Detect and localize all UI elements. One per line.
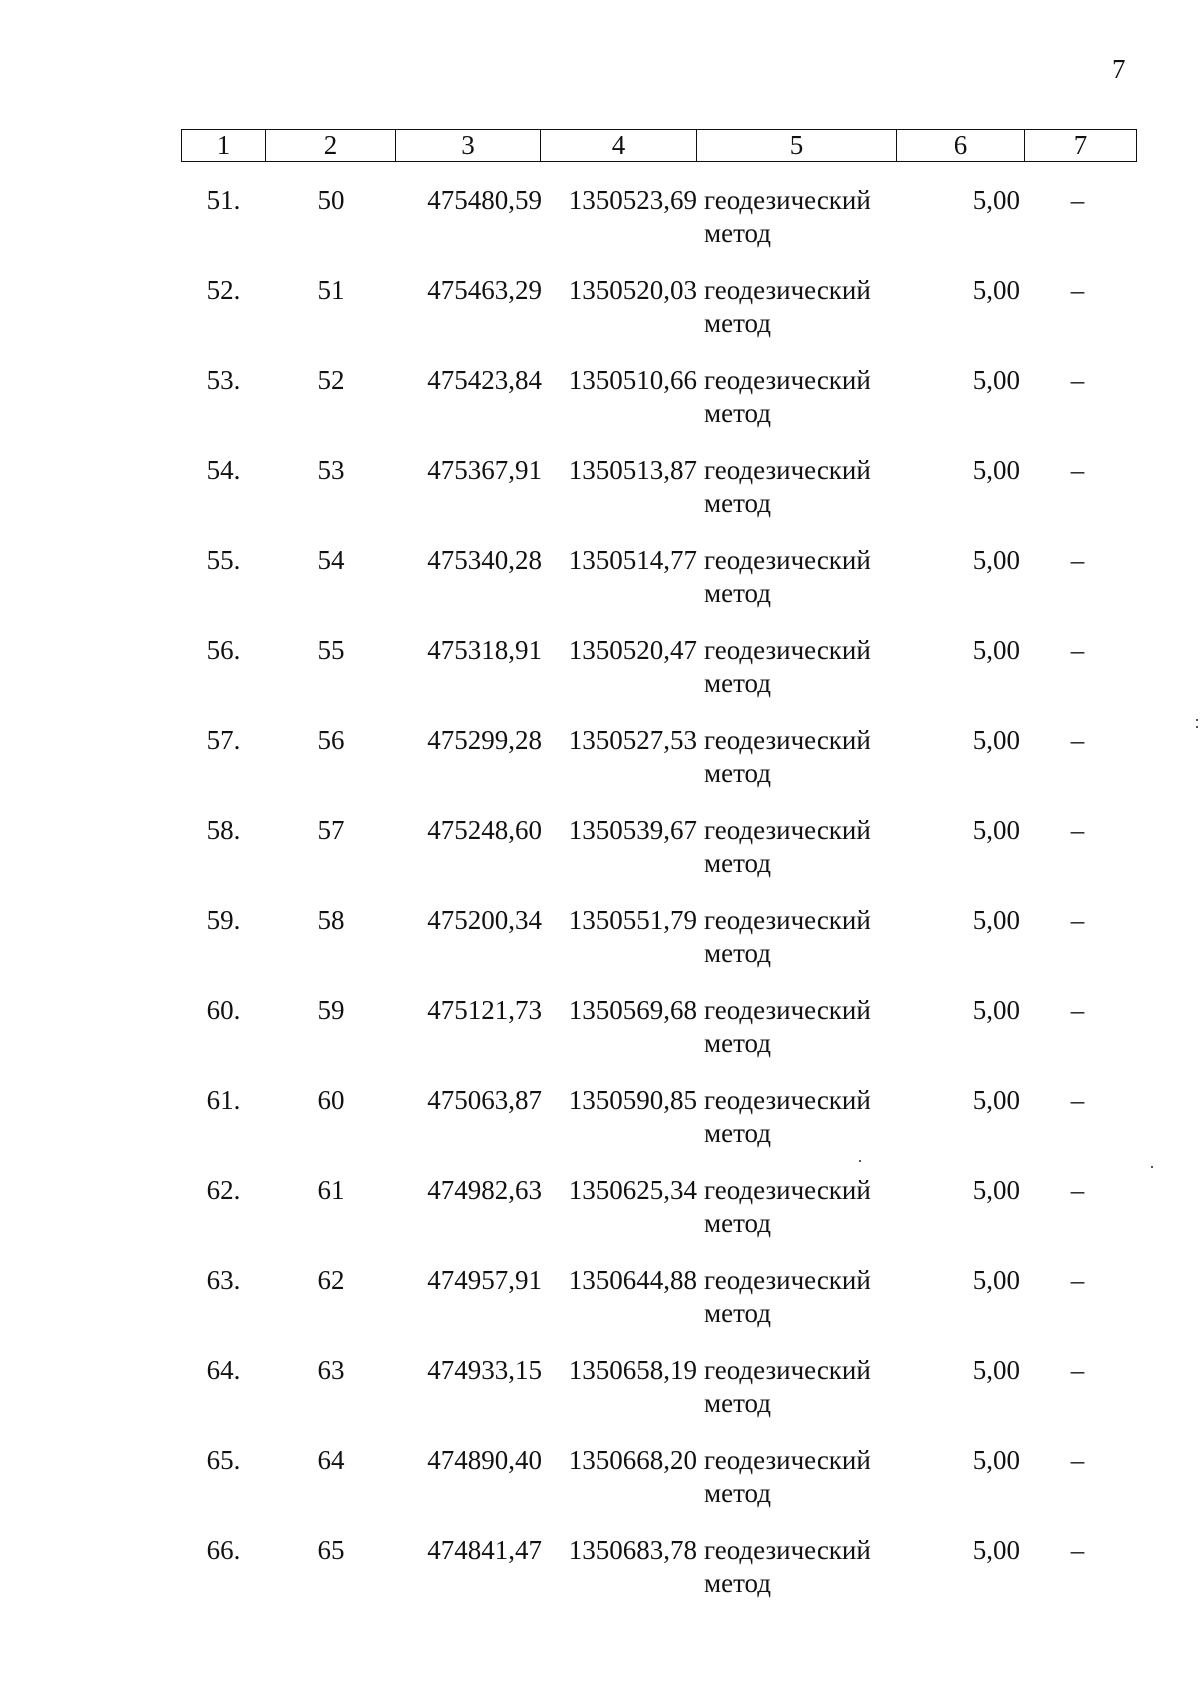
table-row [181,544,1134,634]
scan-speck [859,1160,861,1162]
coordinate-x: 475340,28 [427,545,542,575]
column-header-4: 4 [541,130,697,162]
method-line-2: метод [704,1298,771,1328]
method-line-2: метод [704,1028,771,1058]
table-row [181,454,1134,544]
method [704,1354,904,1420]
method-line-1: геодезический [704,1535,871,1565]
method-line-1: геодезический [704,1175,871,1205]
method-line-2: метод [704,668,771,698]
method-line-2: метод [704,1388,771,1418]
note: – [1070,1175,1085,1205]
coordinate-y: 1350520,47 [568,635,697,665]
coordinate-x: 474890,40 [427,1445,542,1475]
method-line-1: геодезический [704,545,871,575]
row-number: 58. [206,815,241,845]
point-number: 62 [317,1265,345,1295]
table-row [181,994,1134,1084]
method-line-1: геодезический [704,455,871,485]
method-line-1: геодезический [704,1265,871,1295]
coordinate-x: 475480,59 [427,185,542,215]
point-number: 65 [317,1535,345,1565]
accuracy: 5,00 [972,905,1020,935]
row-number: 64. [206,1355,241,1385]
method [704,1084,904,1150]
scan-speck [1151,1166,1153,1168]
accuracy: 5,00 [972,365,1020,395]
coordinate-x: 474982,63 [427,1175,542,1205]
point-number: 64 [317,1445,345,1475]
note: – [1070,545,1085,575]
column-header-2: 2 [266,130,396,162]
column-header-row [182,130,1137,162]
method-line-2: метод [704,488,771,518]
method-line-2: метод [704,938,771,968]
column-header-3: 3 [396,130,541,162]
point-number: 52 [317,365,345,395]
note: – [1070,1535,1085,1565]
method-line-2: метод [704,1568,771,1598]
table-row [181,274,1134,364]
point-number: 54 [317,545,345,575]
accuracy: 5,00 [972,1265,1020,1295]
coordinate-y: 1350523,69 [568,185,697,215]
row-number: 56. [206,635,241,665]
method-line-1: геодезический [704,905,871,935]
column-header-table [181,129,1137,162]
point-number: 56 [317,725,345,755]
method [704,544,904,610]
column-header-1: 1 [182,130,266,162]
note: – [1070,1085,1085,1115]
scan-speck [1196,726,1198,728]
row-number: 54. [206,455,241,485]
method-line-1: геодезический [704,995,871,1025]
point-number: 51 [317,275,345,305]
coordinate-rows [181,184,1134,1624]
coordinate-y: 1350644,88 [568,1265,697,1295]
method [704,904,904,970]
coordinate-x: 475318,91 [427,635,542,665]
coordinate-y: 1350569,68 [568,995,697,1025]
method [704,1174,904,1240]
note: – [1070,365,1085,395]
method-line-2: метод [704,1478,771,1508]
row-number: 60. [206,995,241,1025]
coordinate-x: 475299,28 [427,725,542,755]
point-number: 58 [317,905,345,935]
accuracy: 5,00 [972,995,1020,1025]
coordinate-x: 475121,73 [427,995,542,1025]
method [704,454,904,520]
note: – [1070,905,1085,935]
accuracy: 5,00 [972,545,1020,575]
row-number: 65. [206,1445,241,1475]
row-number: 62. [206,1175,241,1205]
coordinate-y: 1350514,77 [568,545,697,575]
coordinate-y: 1350513,87 [568,455,697,485]
accuracy: 5,00 [972,1445,1020,1475]
method-line-1: геодезический [704,275,871,305]
method [704,1444,904,1510]
accuracy: 5,00 [972,815,1020,845]
method [704,1534,904,1600]
table-row [181,364,1134,454]
note: – [1070,725,1085,755]
note: – [1070,1445,1085,1475]
coordinate-y: 1350520,03 [568,275,697,305]
method [704,634,904,700]
coordinate-y: 1350668,20 [568,1445,697,1475]
point-number: 61 [317,1175,345,1205]
scan-speck [1196,719,1198,721]
accuracy: 5,00 [972,1085,1020,1115]
method [704,1264,904,1330]
accuracy: 5,00 [972,725,1020,755]
method-line-1: геодезический [704,185,871,215]
point-number: 60 [317,1085,345,1115]
point-number: 55 [317,635,345,665]
method-line-2: метод [704,1208,771,1238]
coordinate-y: 1350527,53 [568,725,697,755]
method-line-1: геодезический [704,1085,871,1115]
accuracy: 5,00 [972,1175,1020,1205]
table-row [181,1444,1134,1534]
column-header-7: 7 [1025,130,1137,162]
note: – [1070,275,1085,305]
row-number: 52. [206,275,241,305]
row-number: 61. [206,1085,241,1115]
column-header-5: 5 [697,130,897,162]
coordinate-x: 475367,91 [427,455,542,485]
note: – [1070,635,1085,665]
method-line-2: метод [704,308,771,338]
coordinate-x: 475423,84 [427,365,542,395]
method-line-2: метод [704,1118,771,1148]
table-row [181,634,1134,724]
point-number: 63 [317,1355,345,1385]
method-line-2: метод [704,218,771,248]
table-row [181,1264,1134,1354]
row-number: 66. [206,1535,241,1565]
accuracy: 5,00 [972,455,1020,485]
page-number: 7 [1112,54,1126,84]
note: – [1070,815,1085,845]
coordinate-x: 475248,60 [427,815,542,845]
row-number: 57. [206,725,241,755]
row-number: 51. [206,185,241,215]
note: – [1070,1355,1085,1385]
row-number: 63. [206,1265,241,1295]
point-number: 50 [317,185,345,215]
table-row [181,724,1134,814]
table-row [181,184,1134,274]
method-line-1: геодезический [704,725,871,755]
row-number: 53. [206,365,241,395]
note: – [1070,995,1085,1025]
method [704,814,904,880]
coordinate-x: 474933,15 [427,1355,542,1385]
method [704,364,904,430]
method-line-1: геодезический [704,365,871,395]
method-line-2: метод [704,848,771,878]
table-row [181,1534,1134,1624]
point-number: 59 [317,995,345,1025]
accuracy: 5,00 [972,1355,1020,1385]
coordinate-x: 474841,47 [427,1535,542,1565]
row-number: 55. [206,545,241,575]
column-header-6: 6 [897,130,1025,162]
coordinate-x: 474957,91 [427,1265,542,1295]
method [704,994,904,1060]
note: – [1070,185,1085,215]
table-row [181,814,1134,904]
method-line-2: метод [704,578,771,608]
note: – [1070,1265,1085,1295]
accuracy: 5,00 [972,185,1020,215]
coordinate-y: 1350683,78 [568,1535,697,1565]
method [704,184,904,250]
coordinate-x: 475063,87 [427,1085,542,1115]
method-line-1: геодезический [704,1355,871,1385]
method-line-1: геодезический [704,815,871,845]
table-row [181,1174,1134,1264]
note: – [1070,455,1085,485]
table-row [181,1084,1134,1174]
coordinate-y: 1350539,67 [568,815,697,845]
accuracy: 5,00 [972,1535,1020,1565]
point-number: 53 [317,455,345,485]
coordinate-x: 475200,34 [427,905,542,935]
method [704,724,904,790]
coordinate-y: 1350658,19 [568,1355,697,1385]
coordinate-y: 1350551,79 [568,905,697,935]
accuracy: 5,00 [972,635,1020,665]
coordinate-x: 475463,29 [427,275,542,305]
point-number: 57 [317,815,345,845]
method-line-1: геодезический [704,635,871,665]
row-number: 59. [206,905,241,935]
coordinate-y: 1350625,34 [568,1175,697,1205]
method-line-2: метод [704,758,771,788]
table-row [181,904,1134,994]
method [704,274,904,340]
coordinate-y: 1350590,85 [568,1085,697,1115]
method-line-2: метод [704,398,771,428]
accuracy: 5,00 [972,275,1020,305]
table-row [181,1354,1134,1444]
coordinate-y: 1350510,66 [568,365,697,395]
method-line-1: геодезический [704,1445,871,1475]
